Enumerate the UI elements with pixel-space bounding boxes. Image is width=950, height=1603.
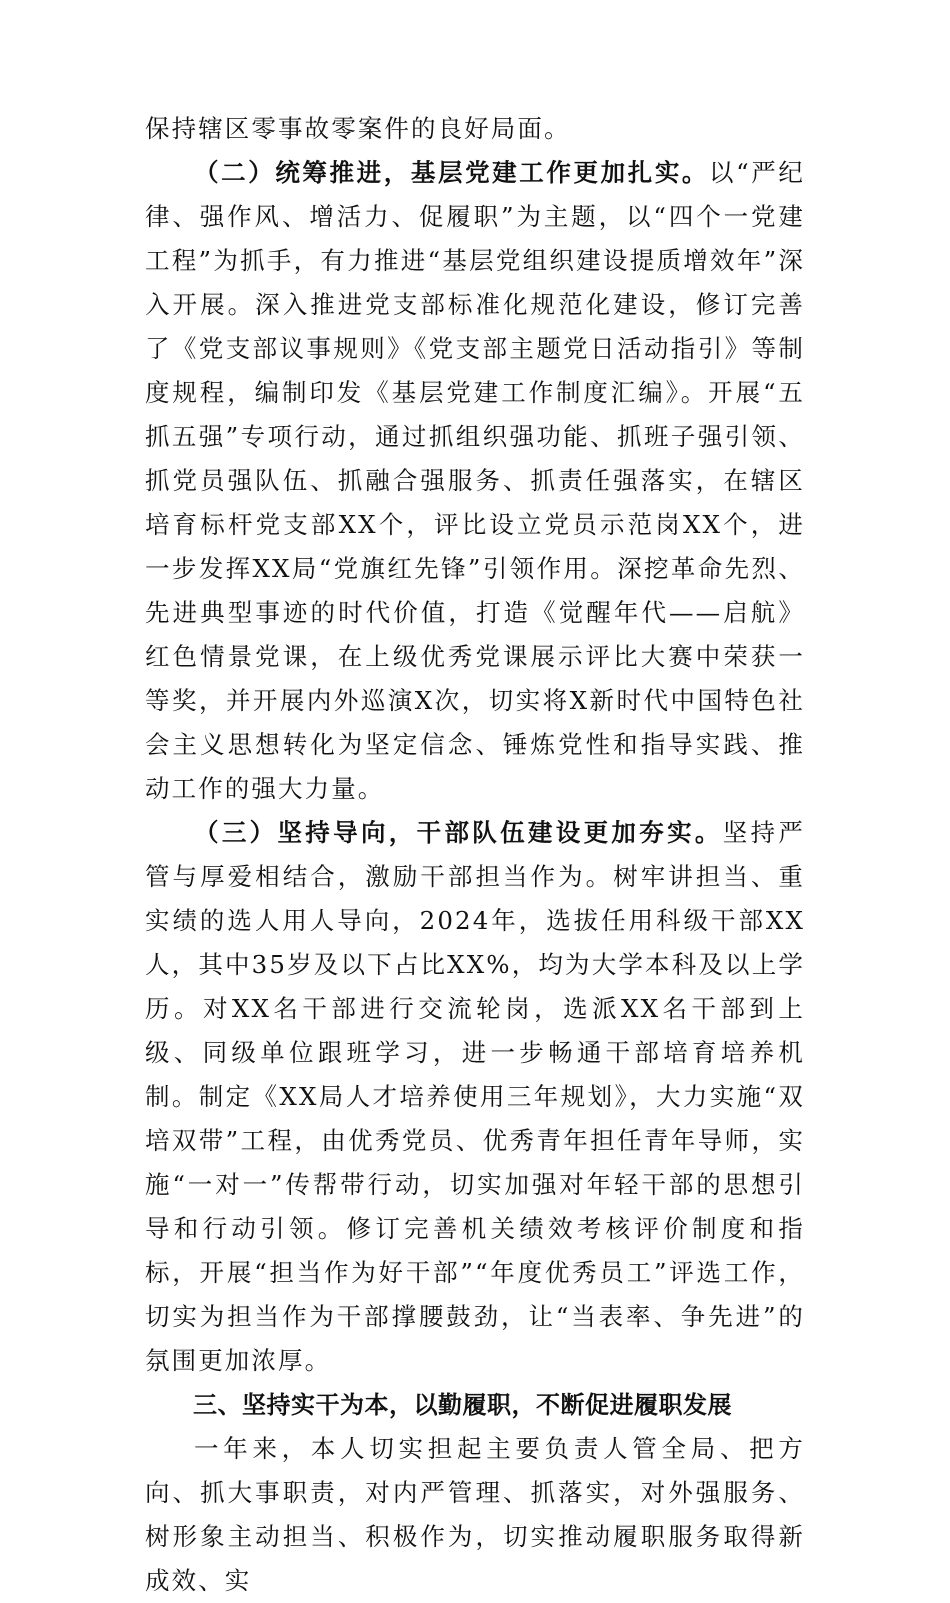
- paragraph-text: 保持辖区零事故零案件的良好局面。: [145, 114, 571, 143]
- paragraph-cadre-team: [145, 811, 805, 1383]
- document-body: [145, 107, 805, 1603]
- paragraph-text: 以“严纪律、强作风、增活力、促履职”为主题，以“四个一党建工程”为抓手，有力推进“基层党组织建设提质增效年”深入开展。深入推进党支部标准化规范化建设，修订完善了《党支部议事规则》《党支部主题党日活动指引》等制度规程，编制印发《基层党建工作制度汇编》。开展“五抓五强”专项行动，通过抓组织强功能、抓班子强引领、抓党员强队伍、抓融合强服务、抓责任强落实，在辖区培育标杆党支部XX个，评比设立党员示范岗XX个，进一步发挥XX局“党旗红先锋”引领作用。深挖革命先烈、先进典型事迹的时代价值，打造《觉醒年代——启航》红色情景党课，在上级优秀党课展示评比大赛中荣获一等奖，并开展内外巡演X次，切实将X新时代中国特色社会主义思想转化为坚定信念、锤炼党性和指导实践、推动工作的强大力量。: [145, 158, 805, 803]
- section-heading: 三、坚持实干为本，以勤履职，不断促进履职发展: [193, 1391, 732, 1419]
- paragraph-party-building: [145, 151, 805, 811]
- paragraph-text: 坚持严管与厚爱相结合，激励干部担当作为。树牢讲担当、重实绩的选人用人导向，2024年，选拔任用科级干部XX人，其中35岁及以下占比XX%，均为大学本科及以上学历。对XX名干部进行交流轮岗，选派XX名干部到上级、同级单位跟班学习，进一步畅通干部培育培养机制。制定《XX局人才培养使用三年规划》，大力实施“双培双带”工程，由优秀党员、优秀青年担任青年导师，实施“一对一”传帮带行动，切实加强对年轻干部的思想引导和行动引领。修订完善机关绩效考核评价制度和指标，开展“担当作为好干部”“年度优秀员工”评选工作，切实为担当作为干部撑腰鼓劲，让“当表率、争先进”的氛围更加浓厚。: [145, 818, 805, 1375]
- paragraph-text: 一年来，本人切实担起主要负责人管全局、把方向、抓大事职责，对内严管理、抓落实，对外强服务、树形象主动担当、积极作为，切实推动履职服务取得新成效、实: [145, 1434, 805, 1595]
- paragraph-lead-heading: （二）统筹推进，基层党建工作更加扎实。: [194, 158, 710, 187]
- paragraph-continuation: [145, 107, 805, 151]
- paragraph-performance: [145, 1427, 805, 1603]
- paragraph-lead-heading: （三）坚持导向，干部队伍建设更加夯实。: [194, 818, 723, 847]
